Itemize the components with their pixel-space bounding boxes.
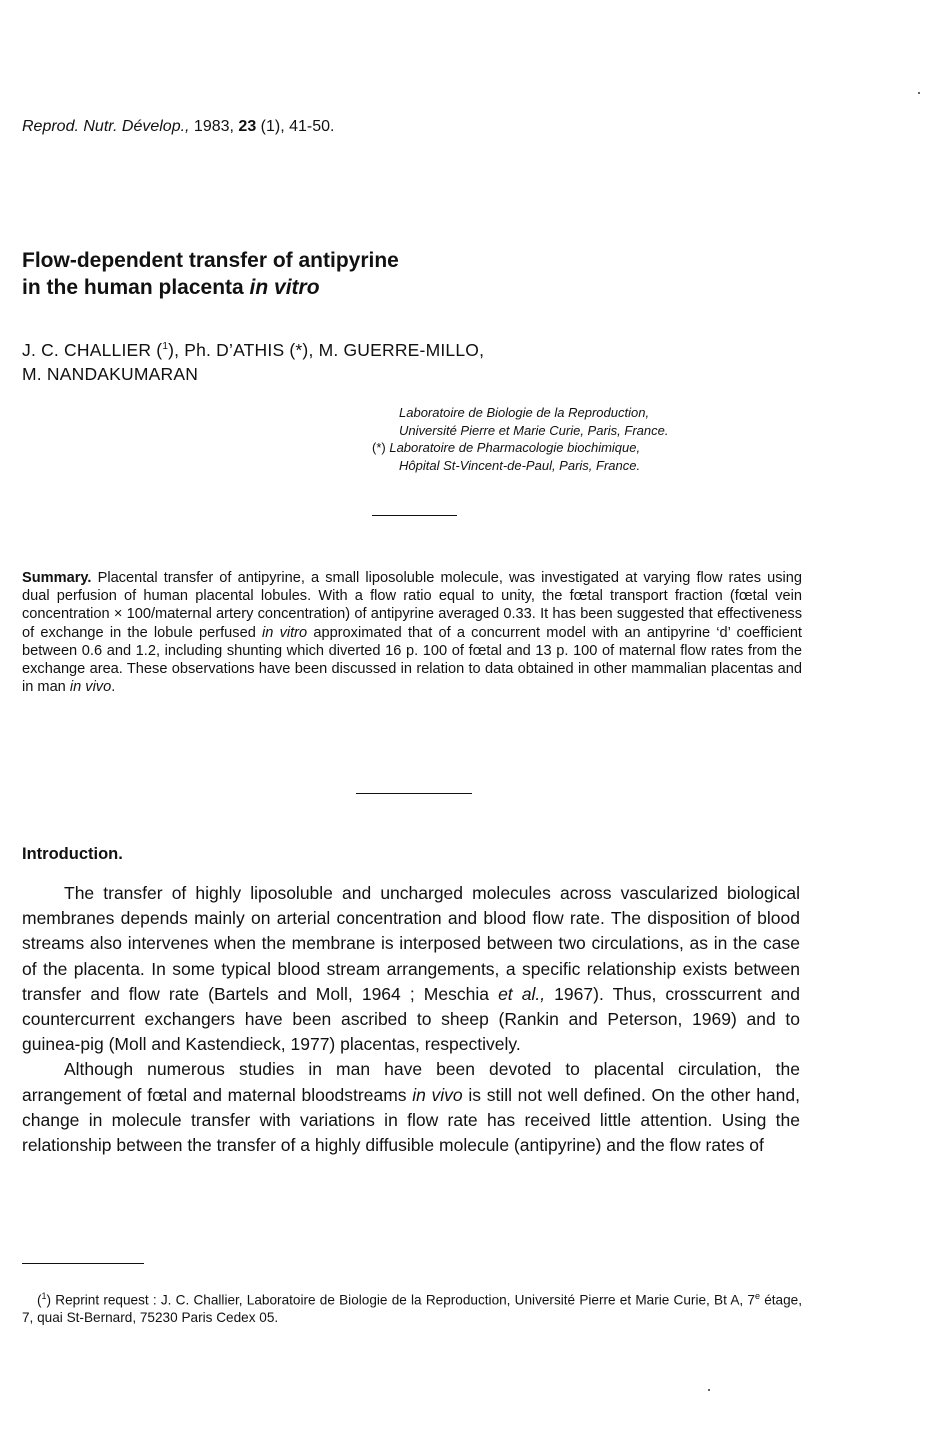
affiliation-mark: (*) [372,440,390,455]
author-list [22,335,484,386]
authors-line-1 [22,335,484,362]
paragraph-1-text-b: 1967). Thus, crosscurrent and countercurrent exchangers have been ascribed to sheep (Rankin and Peterson, 1969) and to guinea-pig (Moll and Kastendieck, 1977) placentas, respectively. [22,983,800,1055]
paragraph-1 [22,881,800,1057]
footnote: ($^1$) Reprint request : J. C. Challier, Laboratoire de Biologie de la Reproduction, Université Pierre et Marie Curie, Bt A, 7e étage, 7, quai St-Bernard, 75230 Paris Cedex 05. [22,1291,802,1325]
paragraph-1-italic: et al., [498,983,546,1004]
journal-issue-pages: (1), 41-50. [256,118,335,135]
affiliation-line-4: Hôpital St-Vincent-de-Paul, Paris, France. [399,457,641,473]
authors-text-a: J. C. CHALLIER ( [22,339,163,360]
footnote-mark: 1 [41,1291,47,1301]
authors-text-b: ), Ph. D’ATHIS (*), M. GUERRE-MILLO, [168,339,485,360]
paragraph-1-text-a: The transfer of highly liposoluble and uncharged molecules across vascularized biological membranes depends mainly on arterial concentration and blood flow rate. The disposition of blood streams also intervenes when the membrane is interposed between two circulations, as in the case of the placenta. In some typical blood stream arrangements, a specific relationship exists between transfer and flow rate (Bartels and Moll, 1964 ; Meschia [22,883,800,1004]
divider-rule-1 [372,515,457,516]
title-line-2-italic: in vitro [249,276,320,299]
article-title [22,247,399,301]
journal-volume: 23 [238,118,257,135]
title-line-1: Flow-dependent transfer of antipyrine [22,249,399,272]
abstract-text-3: . [111,679,116,696]
abstract-label: Summary. [22,570,92,586]
paragraph-2 [22,1057,800,1158]
affiliations [372,404,668,474]
author-footnote-mark: 1 [162,341,169,352]
affiliation-line-2: Université Pierre et Marie Curie, Paris, France. [399,422,669,438]
affiliation-line-3-text: Laboratoire de Pharmacologie biochimique, [389,440,641,455]
abstract-italic-2: in vivo [69,679,112,696]
title-line-2 [22,274,399,301]
footnote-text: Reprint request : J. C. Challier, Laboratoire de Biologie de la Reproduction, Université Pierre et Marie Curie, Bt A, 7 [51,1292,755,1308]
scan-speck-2 [708,1389,710,1391]
introduction-body [22,881,800,1158]
journal-name: Reprod. Nutr. Dévelop., [22,118,190,135]
abstract [22,569,802,696]
abstract-text-2: approximated that of a concurrent model with an antipyrine ‘d’ coefficient between 0.6 and 1.2, including shunting which diverted 16 p. 100 of fœtal and 13 p. 100 of maternal flow rates from the exchange area. These observations have been discussed in relation to data obtained in other mammalian placentas and in man [22,624,802,696]
abstract-italic-1: in vitro [262,624,308,641]
affiliation-line-3 [372,439,668,457]
footnote-text-2: étage, 7, quai St-Bernard, 75230 Paris Cedex 05. [22,1292,802,1325]
journal-year: 1983, [189,118,239,135]
footnote-rule [22,1263,144,1264]
paragraph-2-text-b: is still not well defined. On the other hand, change in molecule transfer with variations in flow rate has received little attention. Using the relationship between the transfer of a highly diffusible molecule (antipyrine) and the flow rates of [22,1084,800,1156]
authors-line-2: M. NANDAKUMARAN [22,363,199,384]
abstract-text-1: Placental transfer of antipyrine, a small liposoluble molecule, was investigated at varying flow rates using dual perfusion of human placental lobules. With a flow ratio equal to unity, the fœtal transport fraction (fœtal vein concentration × 100/maternal artery concentration) of antipyrine averaged 0.33. It has been suggested that effectiveness of exchange in the lobule perfused [22,570,802,641]
section-heading-introduction: Introduction. [22,845,123,863]
paragraph-2-text-a: Although numerous studies in man have been devoted to placental circulation, the arrangement of fœtal and maternal bloodstreams [22,1059,800,1105]
journal-citation [22,118,334,136]
scan-speck-1 [918,92,920,94]
title-line-2-text: in the human placenta [22,276,250,299]
affiliation-line-1: Laboratoire de Biologie de la Reproduction, [399,405,650,420]
paragraph-2-italic: in vivo [412,1084,463,1105]
footnote-superscript-e: e [754,1291,760,1301]
divider-rule-2 [356,793,472,794]
